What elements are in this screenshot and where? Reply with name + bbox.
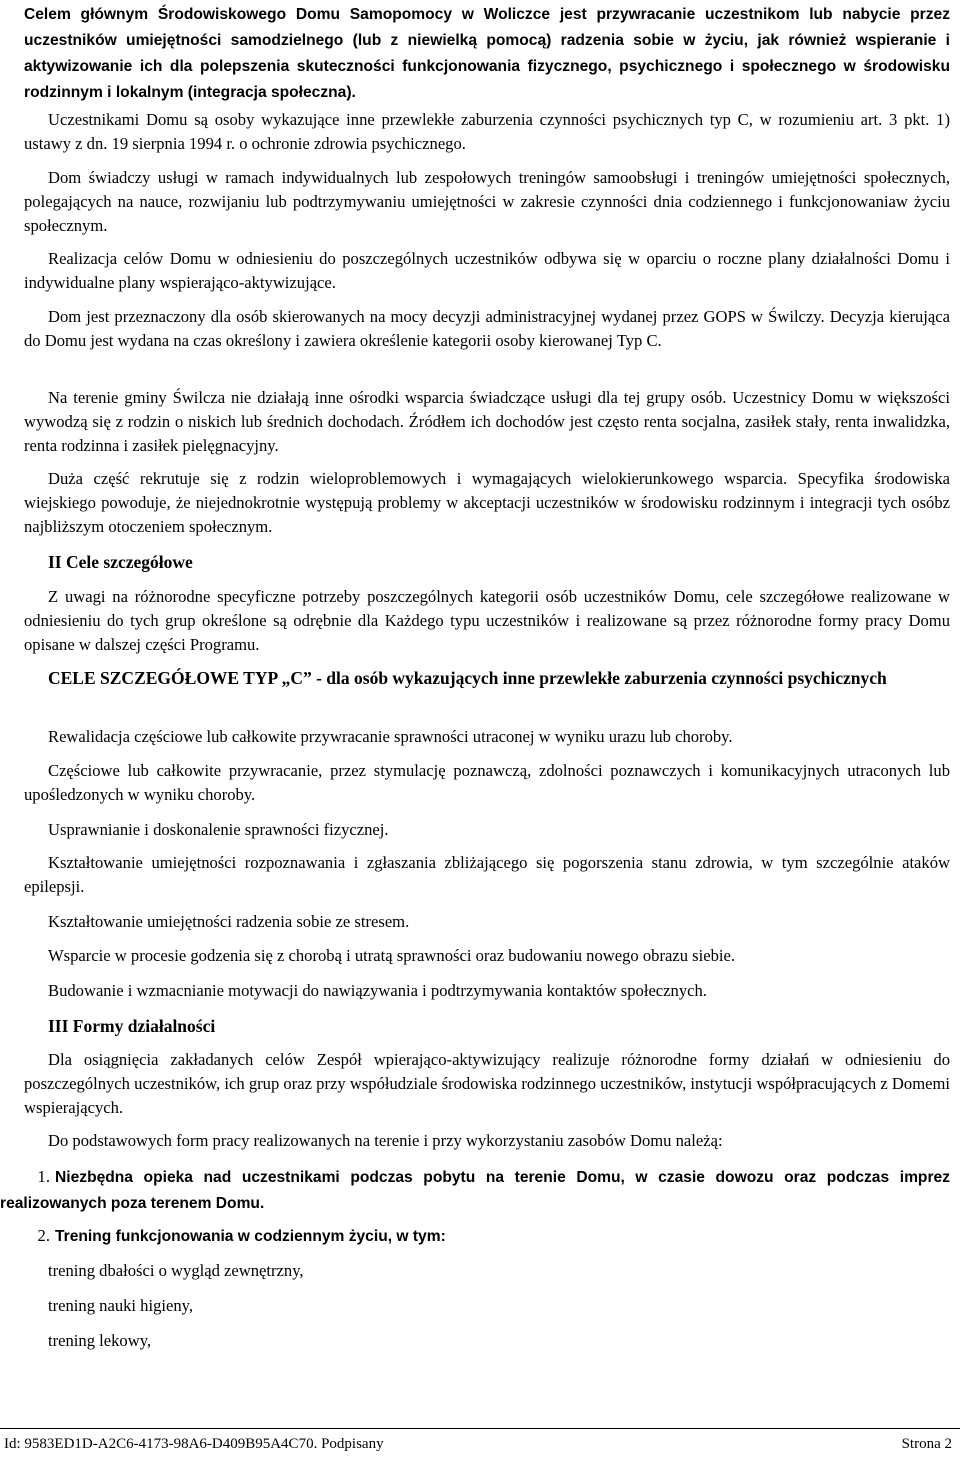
area-paragraph: Na terenie gminy Świlcza nie działają inne ośrodki wsparcia świadczące usługi dla tej grupy osób. Uczestnicy Domu w większości wywodzą się z rodzin o niskich lub średnich dochodach. Źródłem ich dochodów jest często renta socjalna, zasiłek stały, renta inwalidzka, renta rodzinna i zasiłek pielęgnacyjny. — [24, 388, 950, 455]
sub-item: trening lekowy, — [48, 1331, 152, 1350]
services-paragraph: Dom świadczy usługi w ramach indywidualnych lub zespołowych treningów samoobsługi i treningów umiejętności społecznych, polegających na nauce, rozwijaniu lub podtrzymywaniu umiejętności w zakresie czynności dnia codziennego i funkcjonowaniaw życiu społecznym. — [24, 168, 950, 235]
goal-acceptance: Wsparcie w procesie godzenia się z chorobą i utratą sprawności oraz budowaniu nowego obrazu siebie. — [48, 946, 735, 965]
list-item-text: Niezbędna opieka nad uczestnikami podczas pobytu na terenie Domu, w czasie dowozu oraz podczas imprez realizowanych poza terenem Domu. — [0, 1169, 950, 1212]
participants-paragraph: Uczestnikami Domu są osoby wykazujące inne przewlekłe zaburzenia czynności psychicznych typ C, w rozumieniu art. 3 pkt. 1) ustawy z dn. 19 sierpnia 1994 r. o ochronie zdrowia psychicznego. — [24, 110, 950, 153]
footer-divider — [0, 1428, 960, 1429]
goal-health-recognition: Kształtowanie umiejętności rozpoznawania i zgłaszania zbliżającego się pogorszenia stanu zdrowia, w tym szczególnie ataków epilepsji. — [24, 853, 950, 896]
goal-physical: Usprawnianie i doskonalenie sprawności fizycznej. — [48, 820, 389, 839]
forms-paragraph: Dla osiągnięcia zakładanych celów Zespół wpierająco-aktywizujący realizuje różnorodne formy działań w odniesieniu do poszczególnych uczestników, ich grup oraz przy współudziale środowiska rodzinnego uczestników, instytucji współpracujących z Domemi wspierających. — [24, 1050, 950, 1117]
section-heading-forms: III Formy działalności — [48, 1016, 216, 1036]
document-id: Id: 9583ED1D-A2C6-4173-98A6-D409B95A4C70. Podpisany — [4, 1436, 384, 1452]
list-number: 2. — [37, 1226, 50, 1245]
section-heading-goals: II Cele szczegółowe — [48, 552, 193, 572]
referral-paragraph: Dom jest przeznaczony dla osób skierowanych na mocy decyzji administracyjnej wydanej przez GOPS w Świlczy. Decyzja kierująca do Domu jest wydana na czas określony i zawiera określenie kategorii osoby kierowanej Typ C. — [24, 307, 950, 350]
goal-rehabilitation: Rewalidacja częściowe lub całkowite przywracanie sprawności utraconej w wyniku urazu lub choroby. — [48, 727, 733, 746]
list-item-text: Trening funkcjonowania w codziennym życiu, w tym: — [55, 1228, 446, 1245]
page-footer — [4, 1436, 952, 1453]
list-number: 1. — [37, 1167, 50, 1186]
goal-cognitive: Częściowe lub całkowite przywracanie, przez stymulację poznawczą, zdolności poznawczych i komunikacyjnych utraconych lub upośledzonych w wyniku choroby. — [24, 761, 950, 804]
goal-motivation: Budowanie i wzmacnianie motywacji do nawiązywania i podtrzymywania kontaktów społecznych. — [48, 981, 707, 1000]
sub-item: trening dbałości o wygląd zewnętrzny, — [48, 1261, 304, 1280]
list-item — [0, 1164, 950, 1217]
goals-type-c-heading: CELE SZCZEGÓŁOWE TYP „C” - dla osób wykazujących inne przewlekłe zaburzenia czynności psychicznych — [48, 668, 887, 688]
sub-item: trening nauki higieny, — [48, 1296, 194, 1315]
goals-paragraph: Z uwagi na różnorodne specyficzne potrzeby poszczególnych kategorii osób uczestników Domu, cele szczegółowe realizowane w odniesieniu do tych grup określone są odrębnie dla Każdego typu uczestników i realizowane są przez różnorodne formy pracy Domu opisane w dalszej części Programu. — [24, 587, 950, 654]
intro-paragraph: Celem głównym Środowiskowego Domu Samopomocy w Woliczce jest przywracanie uczestnikom lub nabycie przez uczestników umiejętności samodzielnego (lub z niewielką pomocą) radzenia sobie w życiu, jak również wspieranie i aktywizowanie ich dla polepszenia skuteczności funkcjonowania fizycznego, psychicznego i społecznego w środowisku rodzinnym i lokalnym (integracja społeczna). — [24, 6, 950, 101]
forms-intro: Do podstawowych form pracy realizowanych na terenie i przy wykorzystaniu zasobów Domu należą: — [48, 1131, 723, 1150]
recruitment-paragraph: Duża część rekrutuje się z rodzin wieloproblemowych i wymagających wielokierunkowego wsparcia. Specyfika środowiska wiejskiego powoduje, że niejednokrotnie występują problemy w akceptacji uczestników w środowisku rodzinnym i integracji tych osóbz najbliższym otoczeniem społecznym. — [24, 469, 950, 536]
plans-paragraph: Realizacja celów Domu w odniesieniu do poszczególnych uczestników odbywa się w oparciu o roczne plany działalności Domu i indywidualne plany wspierająco-aktywizujące. — [24, 249, 950, 292]
list-item — [0, 1223, 950, 1250]
goal-stress: Kształtowanie umiejętności radzenia sobie ze stresem. — [48, 912, 410, 931]
page-number: Strona 2 — [901, 1436, 952, 1452]
